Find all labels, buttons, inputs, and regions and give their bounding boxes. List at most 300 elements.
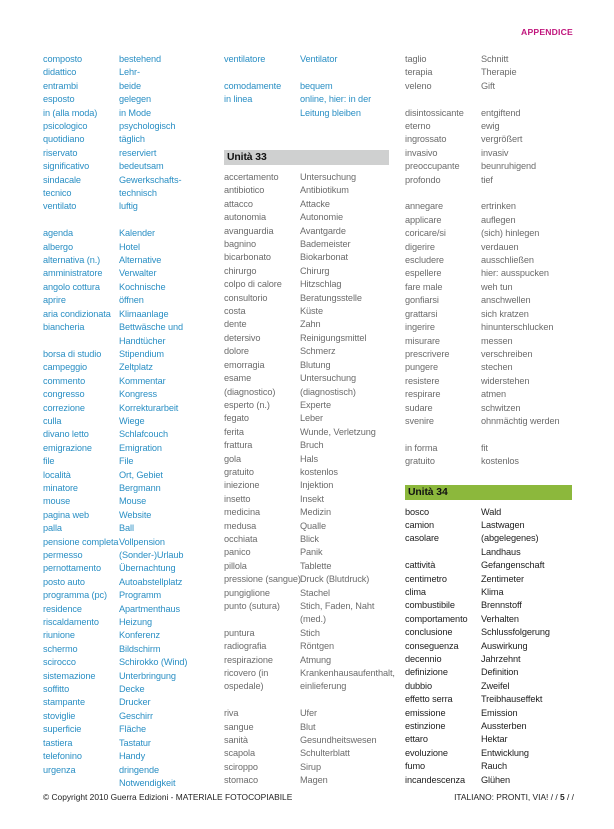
vocab-row: [43, 589, 211, 602]
vocab-row: [43, 643, 211, 656]
vocab-row: [224, 560, 394, 573]
italian-term: dolore: [224, 346, 249, 357]
german-translation: hier: ausspucken: [481, 268, 549, 279]
vocab-row: [224, 520, 394, 533]
vocab-row: [43, 133, 211, 146]
german-translation: Aussterben: [481, 721, 527, 732]
german-translation: Zentimeter: [481, 573, 524, 584]
vocab-row: [405, 281, 575, 294]
italian-term: in linea: [224, 94, 253, 105]
vocab-row: [43, 562, 211, 575]
italian-term: alternativa (n.): [43, 255, 101, 266]
italian-term: pungere: [405, 362, 439, 373]
vocab-row: [43, 723, 211, 736]
italian-term: taglio: [405, 54, 427, 64]
spacer: [405, 93, 575, 106]
vocab-row: [43, 683, 211, 696]
german-translation: stechen: [481, 362, 513, 373]
italian-term: antibiotico: [224, 185, 265, 196]
vocab-row: [405, 559, 575, 572]
vocab-row: [405, 693, 575, 706]
italian-term: avanguardia: [224, 225, 274, 236]
vocab-row: [405, 402, 575, 415]
italian-term: respirare: [405, 389, 441, 400]
italian-term: ferita: [224, 426, 244, 437]
italian-term: sciroppo: [224, 761, 258, 772]
vocab-row: [43, 469, 211, 482]
german-translation: Korrekturarbeit: [119, 402, 179, 413]
vocab-row: [405, 720, 575, 733]
german-translation: auflegen: [481, 214, 516, 225]
german-translation: Bergmann: [119, 482, 161, 493]
german-translation: technisch: [119, 188, 157, 199]
vocab-row: [405, 348, 575, 361]
italian-term: angolo cottura: [43, 281, 100, 292]
german-translation: Ventilator: [300, 54, 338, 64]
german-translation: invasiv: [481, 147, 509, 158]
vocab-row: [43, 737, 211, 750]
italian-term: invasivo: [405, 147, 438, 158]
german-translation: Leber: [300, 413, 323, 424]
german-translation: Gefangenschaft: [481, 560, 545, 571]
vocab-row: [405, 653, 575, 666]
italian-term: panico: [224, 547, 251, 558]
italian-term: divano letto: [43, 429, 89, 440]
italian-term: preoccupante: [405, 161, 460, 172]
italian-term: conseguenza: [405, 640, 459, 651]
italian-term: aprire: [43, 295, 66, 306]
german-translation: Wunde, Verletzung: [300, 426, 376, 437]
vocab-row: [405, 294, 575, 307]
german-translation: in Mode: [119, 107, 151, 118]
german-translation: Fläche: [119, 724, 146, 735]
italian-term: congresso: [43, 389, 85, 400]
vocab-row: [405, 760, 575, 773]
german-translation: Beratungsstelle: [300, 292, 362, 303]
italian-term: sanità: [224, 735, 248, 746]
vocab-row: [224, 171, 394, 184]
vocab-list-unit32-end: [224, 53, 394, 120]
vocab-row: [43, 509, 211, 522]
vocab-row: [43, 388, 211, 401]
vocab-row: [43, 616, 211, 629]
vocab-row: [224, 734, 394, 747]
italian-term: eterno: [405, 121, 431, 132]
german-translation: Untersuchung: [300, 172, 357, 183]
italian-term: stomaco: [224, 775, 259, 786]
german-translation: Entwicklung: [481, 747, 529, 758]
vocab-row: [43, 670, 211, 683]
vocab-row: [43, 321, 211, 348]
german-translation: Ufer: [300, 708, 317, 719]
vocab-row: [405, 733, 575, 746]
vocab-row: [405, 415, 575, 428]
italian-term: residence: [43, 603, 82, 614]
german-translation: Hotel: [119, 241, 140, 252]
vocab-row: [405, 147, 575, 160]
german-translation: Website: [119, 509, 152, 520]
italian-term: costa: [224, 306, 246, 317]
vocab-row: [43, 187, 211, 200]
italian-term: gratuito: [405, 456, 435, 467]
vocab-row: [224, 345, 394, 358]
italian-term: espellere: [405, 268, 442, 279]
vocab-row: [405, 80, 575, 93]
page-footer: [454, 791, 574, 804]
german-translation: Gift: [481, 80, 495, 91]
italian-term: fegato: [224, 413, 249, 424]
german-translation: Wald: [481, 506, 502, 517]
vocab-row: [43, 750, 211, 763]
italian-term: ventilato: [43, 201, 77, 212]
german-translation: reserviert: [119, 147, 157, 158]
vocab-row: [43, 200, 211, 213]
german-translation: Küste: [300, 306, 323, 317]
german-translation: kostenlos: [300, 466, 338, 477]
vocab-row: [224, 761, 394, 774]
german-translation: ertrinken: [481, 201, 516, 212]
italian-term: occhiata: [224, 533, 258, 544]
german-translation: Definition: [481, 667, 519, 678]
italian-term: ettaro: [405, 734, 428, 745]
italian-term: estinzione: [405, 721, 446, 732]
vocab-row: [224, 707, 394, 720]
german-translation: Klimaanlage: [119, 308, 169, 319]
vocab-list-unit33: [224, 171, 394, 788]
italian-term: fare male: [405, 281, 443, 292]
vocab-row: [224, 426, 394, 439]
vocab-row: [43, 294, 211, 307]
italian-term: gratuito: [224, 466, 254, 477]
vocab-row: [43, 442, 211, 455]
italian-term: riva: [224, 708, 239, 719]
vocab-row: [43, 455, 211, 468]
italian-term: disintossicante: [405, 107, 464, 118]
italian-term: resistere: [405, 375, 440, 386]
german-translation: Emigration: [119, 442, 162, 453]
italian-term: camion: [405, 519, 435, 530]
vocab-row: [224, 506, 394, 519]
vocab-row: [224, 493, 394, 506]
italian-term: pungiglione: [224, 587, 270, 598]
italian-term: ingerire: [405, 322, 435, 333]
italian-term: emigrazione: [43, 442, 92, 453]
italian-term: grattarsi: [405, 308, 438, 319]
vocab-row: [224, 265, 394, 278]
german-translation: Zweifel: [481, 680, 510, 691]
german-translation: luftig: [119, 201, 138, 212]
vocab-row: [43, 93, 211, 106]
vocab-row: [405, 506, 575, 519]
italian-term: superficie: [43, 724, 82, 735]
vocab-row: [405, 680, 575, 693]
vocab-row: [224, 238, 394, 251]
italian-term: entrambi: [43, 80, 78, 91]
vocab-row: [405, 308, 575, 321]
italian-term: escludere: [405, 255, 444, 266]
italian-term: chirurgo: [224, 265, 257, 276]
german-translation: bestehend: [119, 54, 162, 64]
vocab-row: [405, 388, 575, 401]
vocab-row: [224, 533, 394, 546]
italian-term: ventilatore: [224, 54, 266, 64]
vocab-row: [405, 532, 575, 559]
italian-term: insetto: [224, 493, 251, 504]
german-translation: Alternative: [119, 255, 162, 266]
german-translation: widerstehen: [481, 375, 530, 386]
german-translation: Verwalter: [119, 268, 157, 279]
italian-term: centimetro: [405, 573, 447, 584]
german-translation: Attacke: [300, 198, 330, 209]
vocab-row: [43, 495, 211, 508]
unit-33-heading: Unità 33: [224, 150, 389, 165]
german-translation: Blutung: [300, 359, 331, 370]
italian-term: ricovero (in ospedale): [224, 668, 269, 692]
vocab-row: [405, 666, 575, 679]
german-translation: Drucker: [119, 697, 151, 708]
german-translation: Atmung: [300, 654, 332, 665]
vocab-row: [43, 160, 211, 173]
vocab-row: [43, 53, 211, 66]
italian-term: bosco: [405, 506, 430, 517]
vocab-row: [43, 549, 211, 562]
german-translation: ausschließen: [481, 255, 534, 266]
vocab-row: [224, 640, 394, 653]
italian-term: esposto: [43, 94, 75, 105]
vocab-row: [224, 627, 394, 640]
italian-term: riscaldamento: [43, 617, 99, 628]
german-translation: Bildschirm: [119, 643, 161, 654]
german-translation: ohnmächtig werden: [481, 415, 560, 426]
italian-term: annegare: [405, 201, 444, 212]
vocab-row: [405, 227, 575, 240]
german-translation: Mouse: [119, 496, 147, 507]
german-translation: Rauch: [481, 761, 508, 772]
german-translation: Schlussfolgerung: [481, 627, 550, 638]
italian-term: profondo: [405, 174, 441, 185]
german-translation: fit: [481, 442, 488, 453]
vocab-row: [43, 281, 211, 294]
german-translation: Hitzschlag: [300, 279, 342, 290]
italian-term: pagina web: [43, 509, 89, 520]
german-translation: Autonomie: [300, 212, 344, 223]
italian-term: scirocco: [43, 657, 76, 668]
german-translation: Therapie: [481, 67, 517, 78]
german-translation: Chirurg: [300, 265, 330, 276]
german-translation: Kalender: [119, 228, 155, 239]
german-translation: verdauen: [481, 241, 519, 252]
german-translation: Handy: [119, 751, 146, 762]
german-translation: psychologisch: [119, 121, 176, 132]
italian-term: prescrivere: [405, 348, 450, 359]
italian-term: pressione (sangue): [224, 574, 301, 585]
german-translation: Gesundheitswesen: [300, 735, 377, 746]
vocab-row: [224, 93, 394, 120]
italian-term: stoviglie: [43, 710, 76, 721]
vocab-row: [224, 198, 394, 211]
german-translation: Stich, Faden, Naht (med.): [300, 601, 375, 625]
vocab-row: [405, 160, 575, 173]
italian-term: pillola: [224, 560, 247, 571]
vocab-row: [224, 251, 394, 264]
italian-term: bagnino: [224, 239, 256, 250]
italian-term: casolare: [405, 533, 439, 544]
vocab-row: [405, 66, 575, 79]
german-translation: Tastatur: [119, 737, 151, 748]
vocab-row: [405, 133, 575, 146]
german-translation: Bruch: [300, 440, 324, 451]
german-translation: Bademeister: [300, 239, 351, 250]
german-translation: Unterbringung: [119, 670, 176, 681]
spacer: [224, 694, 394, 707]
vocab-row: [405, 267, 575, 280]
german-translation: File: [119, 456, 134, 467]
vocab-row: [43, 629, 211, 642]
german-translation: atmen: [481, 389, 507, 400]
italian-term: cattività: [405, 560, 436, 571]
italian-term: attacco: [224, 198, 253, 209]
vocab-row: [405, 361, 575, 374]
italian-term: in (alla moda): [43, 107, 98, 118]
vocab-row: [224, 587, 394, 600]
german-translation: Emission: [481, 707, 518, 718]
italian-term: borsa di studio: [43, 348, 102, 359]
italian-term: sindacale: [43, 174, 81, 185]
vocab-row: [43, 348, 211, 361]
vocab-row: [405, 442, 575, 455]
german-translation: Autoabstellplatz: [119, 576, 183, 587]
italian-term: decennio: [405, 654, 442, 665]
german-translation: gelegen: [119, 94, 151, 105]
german-translation: Qualle: [300, 520, 326, 531]
italian-term: schermo: [43, 643, 78, 654]
italian-term: permesso: [43, 550, 83, 561]
vocab-row: [43, 415, 211, 428]
italian-term: esperto (n.): [224, 399, 270, 410]
vocab-row: [405, 455, 575, 468]
german-translation: Druck (Blutdruck): [300, 574, 370, 585]
vocab-row: [405, 599, 575, 612]
german-translation: Blut: [300, 721, 316, 732]
german-translation: kostenlos: [481, 456, 519, 467]
german-translation: verschreiben: [481, 348, 533, 359]
german-translation: Lastwagen: [481, 519, 525, 530]
italian-term: coricare/si: [405, 228, 446, 239]
vocab-row: [43, 66, 211, 79]
italian-term: in forma: [405, 442, 438, 453]
german-translation: Zahn: [300, 319, 321, 330]
german-translation: Reinigungsmittel: [300, 332, 367, 343]
vocab-column-3: [405, 53, 575, 787]
german-translation: Auswirkung: [481, 640, 528, 651]
german-translation: online, hier: in der Leitung bleiben: [300, 94, 372, 118]
german-translation: Röntgen: [300, 641, 335, 652]
german-translation: Brennstoff: [481, 600, 522, 611]
german-translation: Schmerz: [300, 346, 336, 357]
italian-term: comportamento: [405, 613, 468, 624]
italian-term: psicologico: [43, 121, 88, 132]
italian-term: telefonino: [43, 751, 82, 762]
italian-term: colpo di calore: [224, 279, 282, 290]
vocab-row: [43, 522, 211, 535]
german-translation: Klima: [481, 586, 504, 597]
german-translation: Stipendium: [119, 348, 164, 359]
italian-term: culla: [43, 415, 62, 426]
vocab-row: [224, 654, 394, 667]
vocab-row: [405, 626, 575, 639]
german-translation: entgiftend: [481, 107, 521, 118]
vocab-row: [405, 707, 575, 720]
italian-term: riunione: [43, 630, 75, 641]
vocab-row: [224, 292, 394, 305]
italian-term: gonfiarsi: [405, 295, 439, 306]
italian-term: sudare: [405, 402, 433, 413]
german-translation: Sirup: [300, 761, 321, 772]
italian-term: respirazione: [224, 654, 273, 665]
german-translation: Übernachtung: [119, 563, 176, 574]
italian-term: accertamento: [224, 172, 279, 183]
german-translation: Schulterblatt: [300, 748, 350, 759]
vocab-row: [405, 174, 575, 187]
german-translation: Apartmenthaus: [119, 603, 181, 614]
vocab-row: [224, 412, 394, 425]
italian-term: stampante: [43, 697, 86, 708]
vocab-row: [224, 546, 394, 559]
german-translation: Biokarbonat: [300, 252, 348, 263]
vocab-row: [405, 107, 575, 120]
german-translation: Hektar: [481, 734, 508, 745]
vocab-row: [405, 254, 575, 267]
italian-term: svenire: [405, 415, 434, 426]
vocab-row: [43, 482, 211, 495]
spacer: [405, 428, 575, 441]
vocab-row: [405, 613, 575, 626]
german-translation: Hals: [300, 453, 318, 464]
italian-term: puntura: [224, 627, 255, 638]
vocab-row: [43, 361, 211, 374]
italian-term: terapia: [405, 67, 433, 78]
italian-term: fumo: [405, 761, 426, 772]
german-translation: Geschirr: [119, 710, 153, 721]
italian-term: punto (sutura): [224, 601, 280, 612]
italian-term: agenda: [43, 228, 74, 239]
italian-term: programma (pc): [43, 590, 107, 601]
vocab-row: [224, 721, 394, 734]
vocab-row: [405, 375, 575, 388]
german-translation: Verhalten: [481, 613, 519, 624]
italian-term: file: [43, 456, 55, 467]
vocab-column-1: [43, 53, 211, 790]
german-translation: (sich) hinlegen: [481, 228, 540, 239]
vocab-row: [43, 80, 211, 93]
italian-term: minatore: [43, 482, 78, 493]
italian-term: albergo: [43, 241, 73, 252]
vocab-row: [405, 335, 575, 348]
german-translation: Zeltplatz: [119, 362, 153, 373]
vocab-row: [43, 375, 211, 388]
vocab-row: [224, 453, 394, 466]
italian-term: quotidiano: [43, 134, 85, 145]
vocab-row: [224, 573, 394, 586]
italian-term: ingrossato: [405, 134, 447, 145]
spacer: [405, 187, 575, 200]
vocab-list-unit34: [405, 506, 575, 788]
vocab-row: [43, 308, 211, 321]
italian-term: campeggio: [43, 362, 88, 373]
vocab-row: [405, 241, 575, 254]
german-translation: Experte: [300, 399, 331, 410]
vocab-row: [224, 332, 394, 345]
